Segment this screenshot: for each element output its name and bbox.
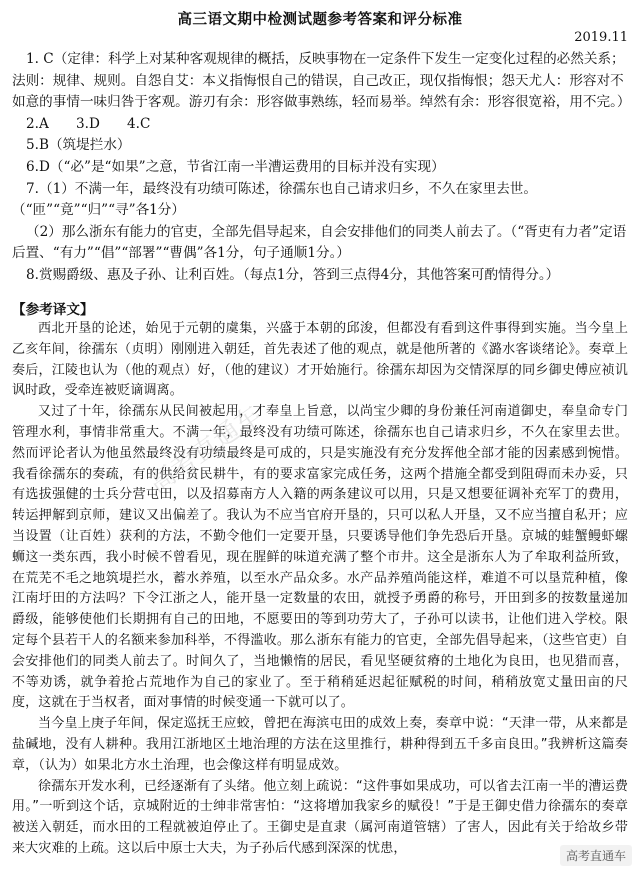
exam-date: 2019.11 <box>574 30 628 45</box>
answer-item: 6.D（“必”是“如果”之意，节省江南一半漕运费用的目标并没有实现） <box>26 158 445 175</box>
answer-item: （2）那么浙东有能力的官吏，全部先倡导起来，自会安排他们的同类人前去了。（“胥吏有力者”定语后置、“有力”“倡”“部署”“曹偶”各1分，句子通顺1分。） <box>12 223 627 262</box>
translation-paragraph: 西北开垦的论述，始见于元朝的虞集，兴盛于本朝的邱浚，但都没有看到这件事得到实施。当今皇上乙亥年间，徐孺东（贞明）刚刚进入朝廷，首先表述了他的观点，就是他所著的《潞水客谈绪论》。奏章上奏后，江陵也认为（他的观点）好，（他的建议）才开始施行。徐孺东却因为交情深厚的同乡御史傅应祯讥讽时政，受牵连被贬谪调离。 <box>12 321 628 399</box>
translation-paragraph: 当今皇上庚子年间，保定巡抚王应蛟，曾把在海滨屯田的成效上奏，奏章中说：“天津一带，从来都是盐碱地，没有人耕种。我用江浙地区土地治理的方法在这里推行，耕种得到五千多亩良田。”我辨析这篇奏章，（认为）如果北方水土治理，也会像这样有明显成效。 <box>12 716 628 773</box>
watermark: 高考直通车 <box>143 400 268 500</box>
answer-item: 7.（1）不满一年，最终没有功绩可陈述，徐孺东也自己请求归乡，不久在家里去世。（“匝”“竟”“归”“寻”各1分） <box>12 180 537 219</box>
answer-item: 2.A 3.D 4.C <box>26 115 151 132</box>
translation-paragraph: 徐孺东开发水利，已经逐渐有了头绪。他立刻上疏说：“这件事如果成功，可以省去江南一半的漕运费用。”一听到这个话，京城附近的士绅非常害怕：“这将增加我家乡的赋役！”于是王御史借力徐孺东的奏章被送入朝廷，而水田的工程就被迫停止了。王御史是直隶（属河南道管辖）了害人，因此有关于给故乡带来大灾难的上疏。这以后中原士大夫，为子孙后代感到深深的忧患， <box>12 778 628 856</box>
reference-heading: 【参考译文】 <box>12 302 94 318</box>
answer-item: 5.B（筑堤拦水） <box>26 137 131 154</box>
site-logo: 高考直通车 <box>560 845 632 866</box>
translation-section <box>12 319 628 860</box>
answer-item: 1. C（定律：科学上对某种客观规律的概括，反映事物在一定条件下发生一定变化过程的必然关系；法则：规律、规则。自怨自艾：本义指悔恨自己的错误，自己改正，现仅指悔恨；怨天尤人：形容对不如意的事情一味归咎于客观。游刃有余：形容做事熟练，轻而易举。绰然有余：形容很宽裕，用不完。） <box>12 51 631 111</box>
answer-item: 8.赏赐爵级、惠及子孙、让利百姓。（每点1分，答到三点得4分，其他答案可酌情得分。） <box>26 266 560 283</box>
page-title: 高三语文期中检测试题参考答案和评分标准 <box>177 11 463 28</box>
translation-paragraph: 又过了十年，徐孺东从民间被起用，才奉皇上旨意，以尚宝少卿的身份兼任河南道御史，奉皇命专门管理水利，事情非常重大。不满一年，最终没有功绩可陈述，徐孺东也自己请求归乡，不久在家里去世。然而评论者认为他虽然最终没有功绩最终是可成的，只是实施没有充分发挥他全部才能的因素感到惋惜。我看徐孺东的奏疏，有的供给贫民耕牛，有的要求富家完成任务，这两个措施全都受到阻碍而未办妥，只有选拔强健的士兵分营屯田，以及招募南方人入籍的两条建议可以用，只是又想要征调补充军丁的费用，转运押解到京师，建议又出偏差了。我认为不应当官府开垦的，只可以私人开垦，又不应当擅自私开；应当设置（让百姓）获利的方法，不勤令他们一定要开垦，只要诱导他们争先恐后开垦。京城的蛙蟹鳗虾螺蛳这一类东西，我小时候不曾看见，现在腥鲜的味道充满了整个市井。这全是浙东人为了牟取利益所致，在荒芜不毛之地筑堤拦水，蓄水养殖，以至水产品众多。水产品养殖尚能这样，难道不可以垦荒种植，像江南圩田的方法吗？下令江浙之人，能开垦一定数量的农田，就授予勇爵的称号，开田到多的按数量递加爵级，能够使他们长期拥有自己的田地，不愿要田的等到功劳大了，子孙可以读书，让他们进入学校。限定每个县若干人的名额来参加科举，不得滥收。那么浙东有能力的官吏，全部先倡导起来，（这些官吏）自会安排他们的同类人前去了。时间久了，当地懒惰的居民，看见坚硬贫瘠的土地化为良田，也见猎而喜，不等劝诱，就争着抢占荒地作为自己的家业了。至于稍稍延迟起征赋税的时间，稍稍放宽丈量田亩的尺度，这就在于当权者，面对事情的时候变通一下就可以了。 <box>12 404 628 711</box>
answer-section <box>12 49 631 287</box>
